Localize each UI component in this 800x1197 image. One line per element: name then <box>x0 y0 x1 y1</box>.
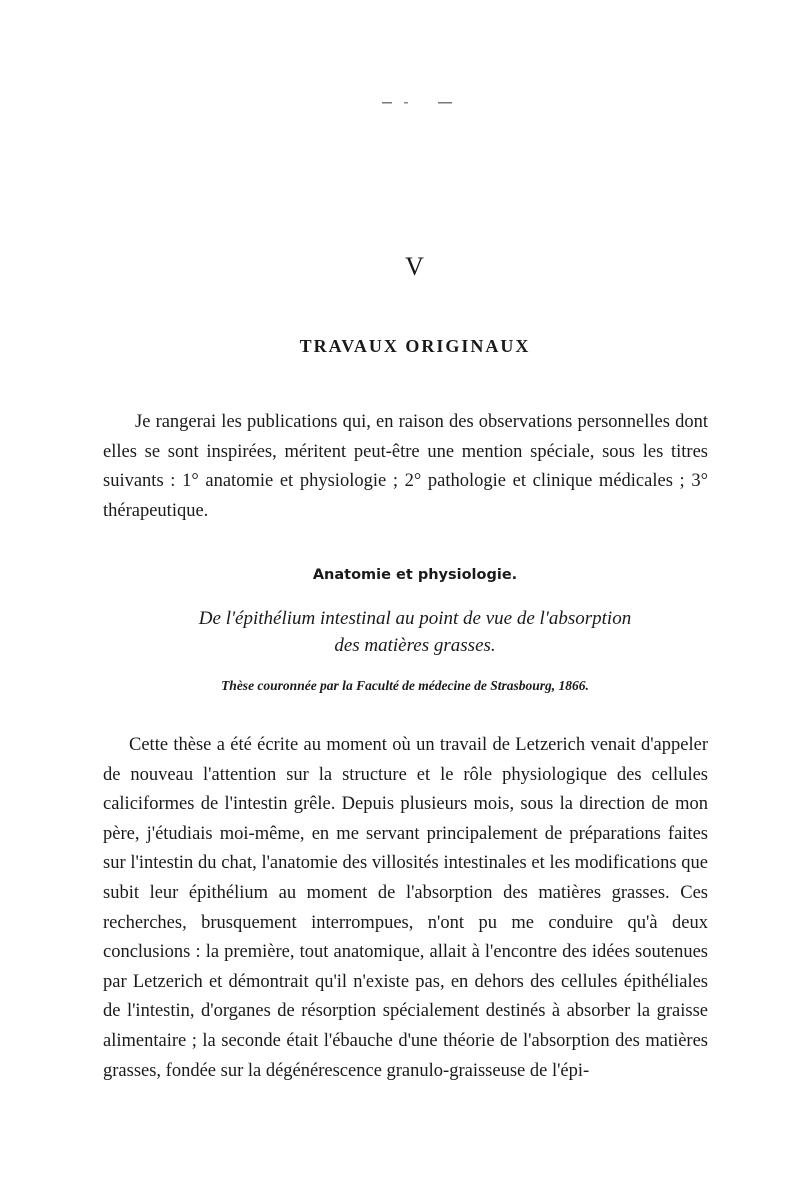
chapter-number: V <box>405 252 425 281</box>
scan-specks <box>380 100 470 106</box>
body-paragraph-block <box>103 731 708 1086</box>
body-paragraph: Cette thèse a été écrite au moment où un travail de Letzerich venait d'appeler de nouveau l'attention sur la structure et le rôle physiologique des cellules caliciformes de l'intestin grêle. Depuis plusieurs mois, sous la direction de mon père, j'étudiais moi-même, en me servant principalement de préparations faites sur l'intestin du chat, l'anatomie des villosités intestinales et les modifications que subit leur épithélium au moment de l'absorption des matières grasses. Ces recherches, brusquement interrompues, n'ont pu me conduire qu'à deux conclusions : la première, tout anatomique, allait à l'encontre des idées soutenues par Letzerich et démontrait qu'il n'existe pas, en dehors des cellules épithéliales de l'intestin, d'organes de résorption spécialement destinés à absorber la graisse alimentaire ; la seconde était l'ébauche d'une théorie de l'absorption des matières grasses, fondée sur la dégénérescence granulo-graisseuse de l'épi- <box>103 735 708 1081</box>
work-note: Thèse couronnée par la Faculté de médecine de Strasbourg, 1866. <box>221 678 589 693</box>
work-title-line-2: des matières grasses. <box>334 635 496 656</box>
section-heading: Anatomie et physiologie. <box>312 567 518 583</box>
work-title <box>0 605 800 659</box>
work-title-line-1: De l'épithélium intestinal au point de vue de l'absorption <box>198 608 632 629</box>
intro-paragraph: Je rangerai les publications qui, en raison des observations personnelles dont elles se sont inspirées, méritent peut-être une mention spéciale, sous les titres suivants : 1° anatomie et physiologie ; 2° pathologie et clinique médicales ; 3° thérapeutique. <box>103 412 708 521</box>
intro-paragraph-block <box>103 408 708 526</box>
chapter-title: TRAVAUX ORIGINAUX <box>299 336 531 356</box>
